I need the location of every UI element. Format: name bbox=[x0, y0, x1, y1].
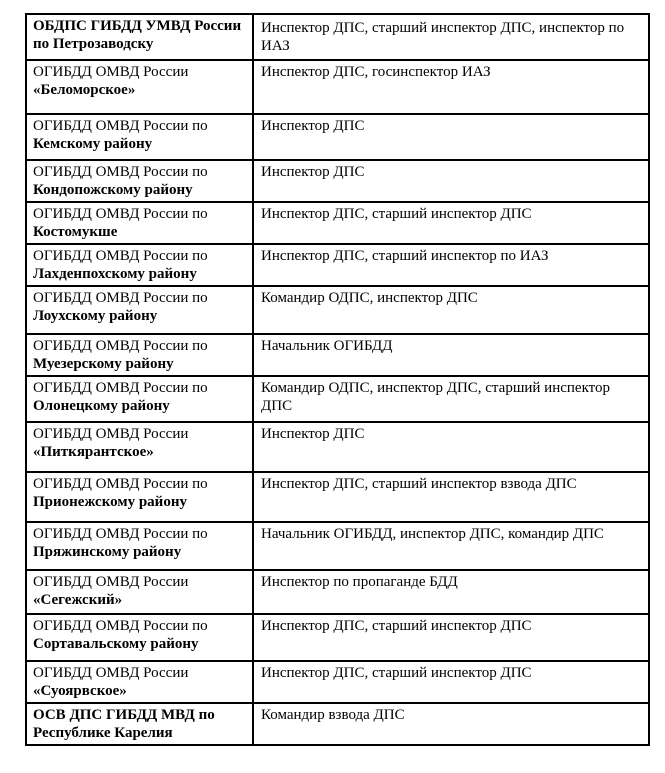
assignments-table bbox=[25, 13, 650, 746]
unit-cell bbox=[26, 14, 253, 60]
positions-cell bbox=[253, 160, 649, 202]
table-row bbox=[26, 286, 649, 334]
unit-cell bbox=[26, 522, 253, 570]
unit-cell bbox=[26, 422, 253, 472]
positions-text: Командир взвода ДПС bbox=[261, 707, 405, 723]
unit-line1: ОГИБДД ОМВД России bbox=[33, 426, 189, 442]
unit-line2: Кемскому району bbox=[33, 136, 153, 152]
positions-cell bbox=[253, 570, 649, 614]
positions-text: Инспектор ДПС bbox=[261, 426, 365, 442]
unit-cell bbox=[26, 286, 253, 334]
table-row bbox=[26, 14, 649, 60]
positions-text: Командир ОДПС, инспектор ДПС bbox=[261, 290, 478, 306]
table-row bbox=[26, 614, 649, 661]
positions-cell bbox=[253, 114, 649, 160]
positions-cell bbox=[253, 703, 649, 745]
positions-text: Командир ОДПС, инспектор ДПС, старший инспектор ДПС bbox=[261, 380, 611, 414]
table-row bbox=[26, 334, 649, 376]
table-row bbox=[26, 661, 649, 703]
unit-line1: ОГИБДД ОМВД России по bbox=[33, 206, 208, 222]
unit-line2: Кондопожскому району bbox=[33, 182, 193, 198]
positions-text: Инспектор ДПС, старший инспектор ДПС bbox=[261, 618, 532, 634]
unit-cell bbox=[26, 661, 253, 703]
positions-cell bbox=[253, 661, 649, 703]
positions-cell bbox=[253, 334, 649, 376]
unit-line2: «Сегежский» bbox=[33, 592, 123, 608]
unit-cell bbox=[26, 703, 253, 745]
positions-cell bbox=[253, 472, 649, 522]
unit-cell bbox=[26, 570, 253, 614]
unit-line2: Муезерскому району bbox=[33, 356, 174, 372]
unit-line1: ОГИБДД ОМВД России по bbox=[33, 290, 208, 306]
unit-cell bbox=[26, 472, 253, 522]
positions-cell bbox=[253, 244, 649, 286]
positions-text: Инспектор ДПС, старший инспектор ДПС bbox=[261, 206, 532, 222]
unit-line1: ОГИБДД ОМВД России по bbox=[33, 118, 208, 134]
unit-line1: ОГИБДД ОМВД России по bbox=[33, 618, 208, 634]
table-row bbox=[26, 376, 649, 422]
unit-cell bbox=[26, 202, 253, 244]
unit-cell bbox=[26, 60, 253, 114]
unit-cell bbox=[26, 334, 253, 376]
positions-text: Инспектор ДПС, старший инспектор взвода ДПС bbox=[261, 476, 577, 492]
positions-text: Инспектор ДПС, госинспектор ИАЗ bbox=[261, 64, 491, 80]
table-row bbox=[26, 472, 649, 522]
table-row bbox=[26, 570, 649, 614]
positions-cell bbox=[253, 522, 649, 570]
positions-text: Инспектор ДПС bbox=[261, 118, 365, 134]
unit-line1: ОГИБДД ОМВД России по bbox=[33, 476, 208, 492]
unit-line1: ОСВ ДПС ГИБДД МВД по bbox=[33, 707, 215, 723]
unit-cell bbox=[26, 614, 253, 661]
positions-cell bbox=[253, 286, 649, 334]
unit-line1: ОГИБДД ОМВД России по bbox=[33, 526, 208, 542]
unit-line2: Лахденпохскому району bbox=[33, 266, 197, 282]
unit-cell bbox=[26, 114, 253, 160]
positions-text: Инспектор по пропаганде БДД bbox=[261, 574, 458, 590]
unit-line1: ОГИБДД ОМВД России по bbox=[33, 164, 208, 180]
unit-line1: ОГИБДД ОМВД России по bbox=[33, 248, 208, 264]
table-row bbox=[26, 202, 649, 244]
positions-text: Инспектор ДПС, старший инспектор по ИАЗ bbox=[261, 248, 549, 264]
unit-line1: ОБДПС ГИБДД УМВД России bbox=[33, 18, 242, 34]
unit-line1: ОГИБДД ОМВД России bbox=[33, 574, 189, 590]
unit-line1: ОГИБДД ОМВД России bbox=[33, 665, 189, 681]
unit-line1: ОГИБДД ОМВД России bbox=[33, 64, 189, 80]
positions-text: Инспектор ДПС, старший инспектор ДПС bbox=[261, 665, 532, 681]
unit-line2: Республике Карелия bbox=[33, 725, 173, 741]
positions-cell bbox=[253, 60, 649, 114]
unit-line2: «Беломорское» bbox=[33, 82, 136, 98]
positions-cell bbox=[253, 202, 649, 244]
unit-line1: ОГИБДД ОМВД России по bbox=[33, 380, 208, 396]
unit-line2: Пряжинскому району bbox=[33, 544, 182, 560]
unit-cell bbox=[26, 376, 253, 422]
assignments-table-body bbox=[26, 14, 649, 745]
positions-cell bbox=[253, 376, 649, 422]
table-row bbox=[26, 114, 649, 160]
unit-line2: «Суоярвское» bbox=[33, 683, 127, 699]
positions-cell bbox=[253, 422, 649, 472]
unit-line1: ОГИБДД ОМВД России по bbox=[33, 338, 208, 354]
unit-line2: Олонецкому району bbox=[33, 398, 170, 414]
unit-line2: Прионежскому району bbox=[33, 494, 187, 510]
positions-cell bbox=[253, 614, 649, 661]
unit-line2: Костомукше bbox=[33, 224, 118, 240]
unit-line2: Лоухскому району bbox=[33, 308, 158, 324]
unit-cell bbox=[26, 244, 253, 286]
positions-text: Начальник ОГИБДД, инспектор ДПС, командир ДПС bbox=[261, 526, 604, 542]
positions-cell bbox=[253, 14, 649, 60]
positions-text: Начальник ОГИБДД bbox=[261, 338, 393, 354]
unit-cell bbox=[26, 160, 253, 202]
unit-line2: Сортавальскому району bbox=[33, 636, 199, 652]
table-row bbox=[26, 244, 649, 286]
positions-text: Инспектор ДПС, старший инспектор ДПС, инспектор по ИАЗ bbox=[261, 20, 625, 54]
document-page bbox=[25, 13, 650, 746]
table-row bbox=[26, 422, 649, 472]
table-row bbox=[26, 160, 649, 202]
table-row bbox=[26, 703, 649, 745]
table-row bbox=[26, 60, 649, 114]
unit-line2: по Петрозаводску bbox=[33, 36, 154, 52]
table-row bbox=[26, 522, 649, 570]
unit-line2: «Питкярантское» bbox=[33, 444, 154, 460]
positions-text: Инспектор ДПС bbox=[261, 164, 365, 180]
